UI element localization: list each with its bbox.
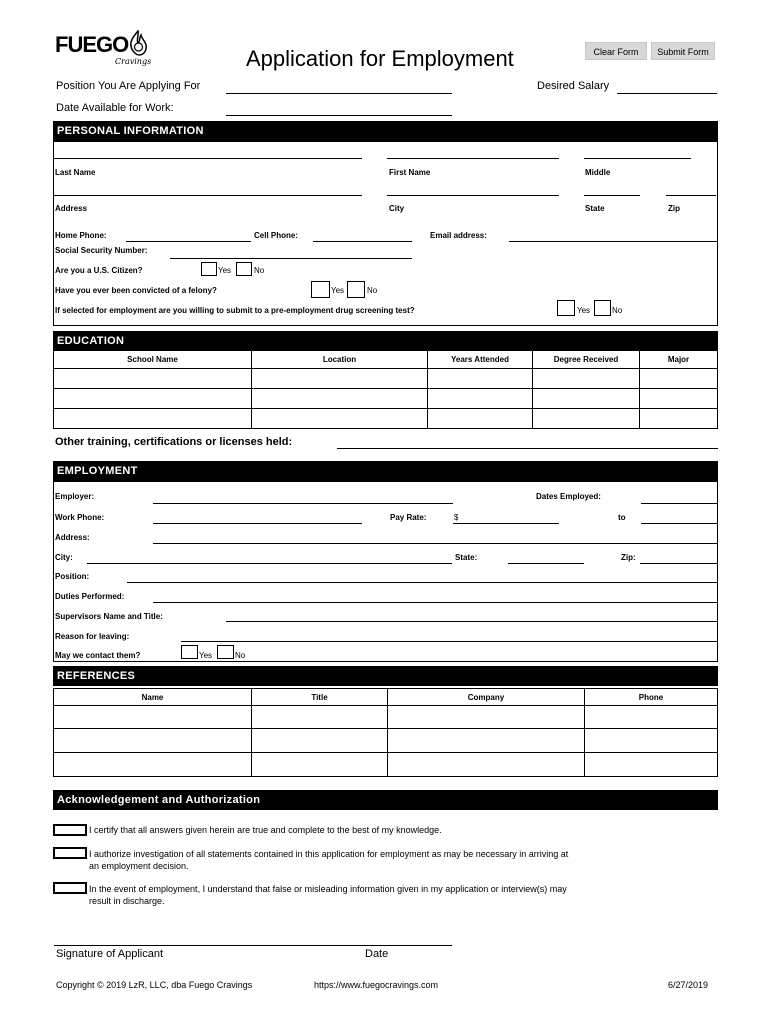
home-phone-label: Home Phone:: [55, 231, 107, 240]
table-cell[interactable]: [428, 409, 533, 429]
references-table: [53, 688, 718, 777]
pay-rate-input[interactable]: [453, 523, 559, 524]
table-cell[interactable]: [54, 706, 252, 729]
middle-input[interactable]: [584, 158, 691, 159]
citizen-question: Are you a U.S. Citizen?: [55, 266, 143, 275]
drug-test-question: If selected for employment are you willing to submit to a pre-employment drug screening test?: [55, 306, 415, 315]
felony-question: Have you ever been convicted of a felony?: [55, 286, 217, 295]
zip-input[interactable]: [666, 195, 716, 196]
employment-header: EMPLOYMENT: [53, 461, 718, 481]
table-cell[interactable]: [54, 369, 252, 389]
education-col-degree: Degree Received: [533, 351, 640, 369]
table-row: [54, 729, 718, 753]
footer-url: https://www.fuegocravings.com: [314, 980, 439, 990]
city-label: City: [389, 204, 405, 213]
ack-authorize-text-1: I authorize investigation of all statements contained in this application for employment as may be necessary in arriving at: [89, 849, 569, 859]
logo-sub: Cravings: [115, 57, 152, 66]
submit-form-button[interactable]: Submit Form: [651, 42, 715, 60]
salary-label: Desired Salary: [537, 80, 610, 92]
felony-yes-label: Yes: [331, 286, 345, 295]
work-phone-label: Work Phone:: [55, 513, 105, 522]
first-name-label: First Name: [389, 168, 431, 177]
table-row: [54, 706, 718, 729]
footer-date: 6/27/2019: [668, 980, 709, 990]
contact-question: May we contact them?: [55, 651, 141, 660]
table-cell[interactable]: [54, 753, 252, 777]
references-col-title: Title: [252, 689, 388, 706]
duties-input[interactable]: [153, 602, 717, 603]
table-cell[interactable]: [54, 729, 252, 753]
references-col-name: Name: [54, 689, 252, 706]
table-row: [54, 753, 718, 777]
signature-label: Signature of Applicant: [56, 948, 164, 960]
drug-test-yes-label: Yes: [577, 306, 591, 315]
table-cell[interactable]: [640, 409, 718, 429]
table-cell[interactable]: [388, 729, 585, 753]
table-cell[interactable]: [252, 389, 428, 409]
date-available-input[interactable]: [226, 115, 452, 116]
employer-city-input[interactable]: [87, 563, 452, 564]
employer-state-input[interactable]: [508, 563, 584, 564]
position-input[interactable]: [226, 93, 452, 94]
drug-test-no-checkbox[interactable]: [594, 300, 611, 316]
address-label: Address: [55, 204, 88, 213]
signature-line[interactable]: [54, 945, 452, 946]
supervisor-label: Supervisors Name and Title:: [55, 612, 163, 621]
education-table: [53, 350, 718, 429]
home-phone-input[interactable]: [126, 241, 251, 242]
zip-label: Zip: [668, 204, 680, 213]
signature-date-label: Date: [365, 948, 389, 960]
citizen-yes-label: Yes: [218, 266, 232, 275]
ack-authorize-checkbox[interactable]: [53, 847, 87, 859]
cell-phone-label: Cell Phone:: [254, 231, 299, 240]
education-col-major: Major: [640, 351, 718, 369]
contact-no-label: No: [235, 651, 246, 660]
other-training-label: Other training, certifications or licenses held:: [55, 436, 293, 448]
personal-info-header: PERSONAL INFORMATION: [53, 121, 718, 141]
education-header: EDUCATION: [53, 331, 718, 351]
employer-zip-label: Zip:: [621, 553, 636, 562]
state-input[interactable]: [584, 195, 640, 196]
table-row: [54, 409, 718, 429]
ack-discharge-text-2: result in discharge.: [89, 896, 165, 906]
employer-label: Employer:: [55, 492, 95, 501]
other-training-input[interactable]: [337, 448, 718, 449]
clear-form-button[interactable]: Clear Form: [585, 42, 647, 60]
dates-employed-from-input[interactable]: [641, 503, 717, 504]
dates-to-label: to: [618, 513, 626, 522]
acknowledgement-header: Acknowledgement and Authorization: [53, 790, 718, 810]
flame-icon: [127, 30, 149, 56]
table-cell[interactable]: [54, 409, 252, 429]
last-name-label: Last Name: [55, 168, 96, 177]
contact-yes-label: Yes: [199, 651, 213, 660]
drug-test-no-label: No: [612, 306, 623, 315]
last-name-input[interactable]: [54, 158, 362, 159]
personal-info-section: [53, 141, 718, 326]
table-cell[interactable]: [428, 369, 533, 389]
pay-rate-label: Pay Rate:: [390, 513, 427, 522]
education-col-school: School Name: [54, 351, 252, 369]
supervisor-input[interactable]: [226, 621, 717, 622]
table-cell[interactable]: [252, 409, 428, 429]
employer-input[interactable]: [153, 503, 453, 504]
contact-yes-checkbox[interactable]: [181, 645, 198, 659]
table-cell[interactable]: [585, 706, 718, 729]
employer-address-label: Address:: [55, 533, 90, 542]
ack-discharge-text-1: In the event of employment, I understand that false or misleading information given in my application or interview(s) may: [89, 884, 567, 894]
ssn-input[interactable]: [170, 258, 412, 259]
cell-phone-input[interactable]: [313, 241, 412, 242]
ack-authorize-text-2: an employment decision.: [89, 861, 189, 871]
ack-discharge-checkbox[interactable]: [53, 882, 87, 894]
ack-certify-text: I certify that all answers given herein are true and complete to the best of my knowledge.: [89, 825, 442, 835]
salary-input[interactable]: [617, 93, 717, 94]
table-cell[interactable]: [640, 389, 718, 409]
dates-employed-label: Dates Employed:: [536, 492, 601, 501]
ack-certify-checkbox[interactable]: [53, 824, 87, 836]
table-cell[interactable]: [533, 409, 640, 429]
table-cell[interactable]: [252, 753, 388, 777]
table-cell[interactable]: [388, 706, 585, 729]
address-input[interactable]: [54, 195, 362, 196]
table-cell[interactable]: [640, 369, 718, 389]
duties-label: Duties Performed:: [55, 592, 125, 601]
felony-yes-checkbox[interactable]: [311, 281, 330, 298]
footer-copyright: Copyright © 2019 LzR, LLC, dba Fuego Cravings: [56, 980, 253, 990]
table-cell[interactable]: [428, 389, 533, 409]
education-col-location: Location: [252, 351, 428, 369]
dates-employed-to-input[interactable]: [641, 523, 717, 524]
table-cell[interactable]: [252, 706, 388, 729]
first-name-input[interactable]: [387, 158, 559, 159]
felony-no-checkbox[interactable]: [347, 281, 365, 298]
table-cell[interactable]: [252, 369, 428, 389]
table-row: [54, 369, 718, 389]
contact-no-checkbox[interactable]: [217, 645, 234, 659]
education-col-years: Years Attended: [428, 351, 533, 369]
position-label: Position You Are Applying For: [56, 80, 201, 92]
table-row: [54, 389, 718, 409]
citizen-no-checkbox[interactable]: [236, 262, 252, 276]
date-available-label: Date Available for Work:: [56, 102, 174, 114]
pay-rate-dollar: $: [454, 513, 459, 522]
table-cell[interactable]: [585, 753, 718, 777]
reason-leaving-input[interactable]: [181, 641, 717, 642]
middle-label: Middle: [585, 168, 611, 177]
references-col-company: Company: [388, 689, 585, 706]
felony-no-label: No: [367, 286, 378, 295]
logo-brand: FUEGO: [55, 32, 129, 57]
references-col-phone: Phone: [585, 689, 718, 706]
page-title: Application for Employment: [246, 46, 514, 71]
employer-address-input[interactable]: [153, 543, 717, 544]
city-input[interactable]: [387, 195, 559, 196]
work-phone-input[interactable]: [153, 523, 362, 524]
reason-leaving-label: Reason for leaving:: [55, 632, 130, 641]
state-label: State: [585, 204, 605, 213]
employer-zip-input[interactable]: [640, 563, 717, 564]
employer-position-label: Position:: [55, 572, 90, 581]
email-label: Email address:: [430, 231, 487, 240]
employer-city-label: City:: [55, 553, 73, 562]
email-input[interactable]: [509, 241, 717, 242]
table-cell[interactable]: [585, 729, 718, 753]
logo: [55, 30, 150, 70]
citizen-no-label: No: [254, 266, 265, 275]
employer-position-input[interactable]: [127, 582, 717, 583]
table-cell[interactable]: [388, 753, 585, 777]
employment-section: [53, 481, 718, 662]
table-cell[interactable]: [54, 389, 252, 409]
employer-state-label: State:: [455, 553, 478, 562]
table-cell[interactable]: [533, 369, 640, 389]
table-cell[interactable]: [252, 729, 388, 753]
references-header: REFERENCES: [53, 666, 718, 686]
ssn-label: Social Security Number:: [55, 246, 148, 255]
citizen-yes-checkbox[interactable]: [201, 262, 217, 276]
table-cell[interactable]: [533, 389, 640, 409]
drug-test-yes-checkbox[interactable]: [557, 300, 575, 316]
